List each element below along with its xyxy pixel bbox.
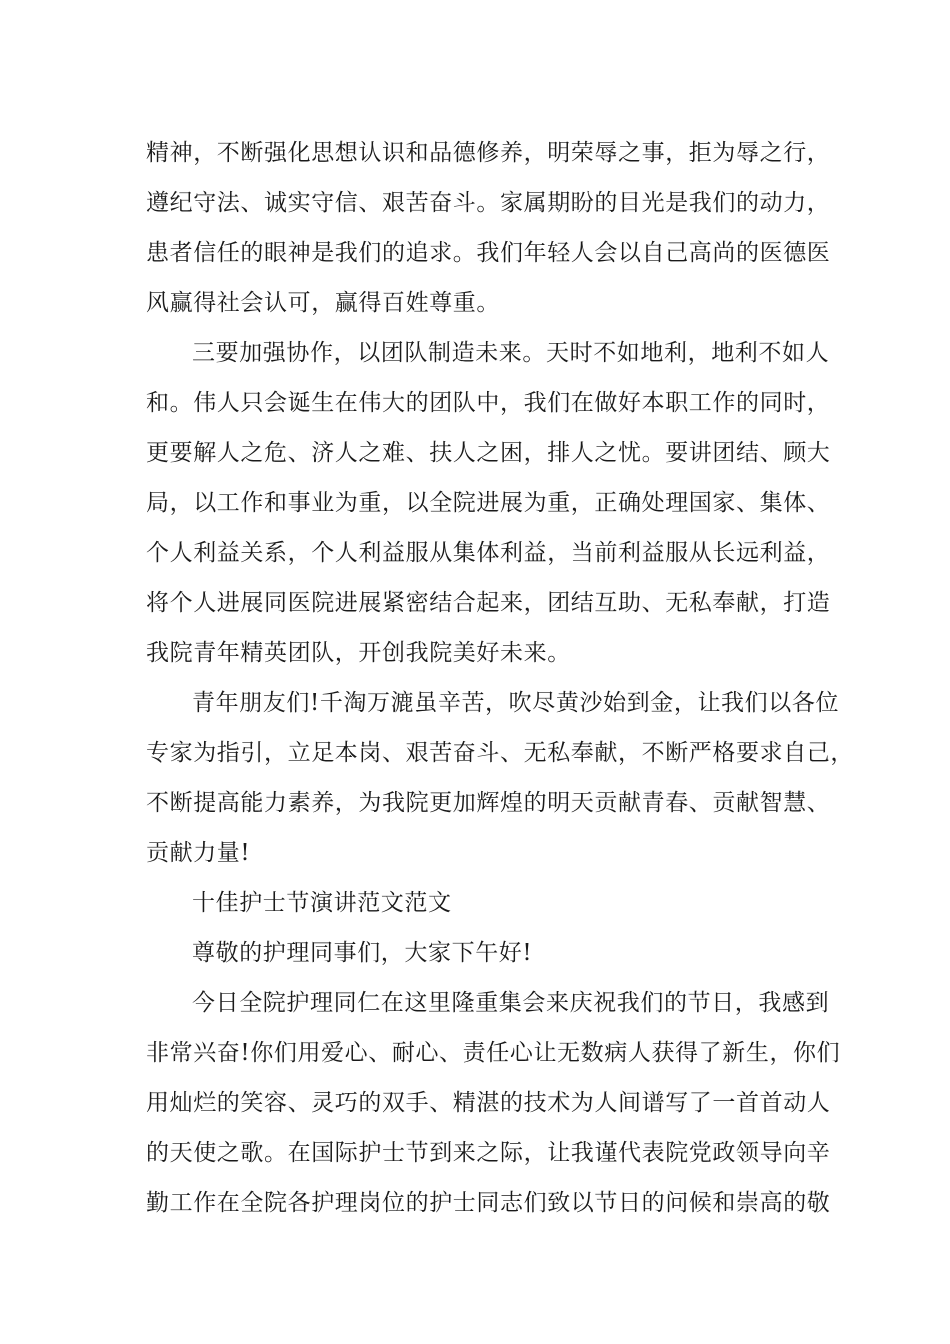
paragraph-start-line: 青年朋友们!千淘万漉虽辛苦，吹尽黄沙始到金，让我们以各位 xyxy=(192,690,840,716)
text-line: 不断提高能力素养，为我院更加辉煌的明天贡献青春、贡献智慧、 xyxy=(146,790,831,816)
text-line: 精神，不断强化思想认识和品德修养，明荣辱之事，拒为辱之行， xyxy=(146,140,831,166)
text-line: 局，以工作和事业为重，以全院进展为重，正确处理国家、集体、 xyxy=(146,490,831,516)
text-line: 用灿烂的笑容、灵巧的双手、精湛的技术为人间谱写了一首首动人 xyxy=(146,1090,831,1116)
text-line: 和。伟人只会诞生在伟大的团队中，我们在做好本职工作的同时， xyxy=(146,390,831,416)
text-line: 遵纪守法、诚实守信、艰苦奋斗。家属期盼的目光是我们的动力， xyxy=(146,190,831,216)
text-line: 个人利益关系，个人利益服从集体利益，当前利益服从长远利益， xyxy=(146,540,831,566)
text-line: 的天使之歌。在国际护士节到来之际，让我谨代表院党政领导向辛 xyxy=(146,1140,831,1166)
text-line: 风赢得社会认可，赢得百姓尊重。 xyxy=(146,290,500,316)
salutation-line: 尊敬的护理同事们，大家下午好! xyxy=(192,940,533,966)
text-line: 我院青年精英团队，开创我院美好未来。 xyxy=(146,640,571,666)
text-line: 患者信任的眼神是我们的追求。我们年轻人会以自己高尚的医德医 xyxy=(146,240,831,266)
section-heading: 十佳护士节演讲范文范文 xyxy=(192,890,452,916)
text-line: 将个人进展同医院进展紧密结合起来，团结互助、无私奉献，打造 xyxy=(146,590,831,616)
text-line: 贡献力量! xyxy=(146,840,251,866)
paragraph-start-line: 三要加强协作，以团队制造未来。天时不如地利，地利不如人 xyxy=(192,340,830,366)
text-line: 专家为指引，立足本岗、艰苦奋斗、无私奉献，不断严格要求自己， xyxy=(146,740,854,766)
paragraph-start-line: 今日全院护理同仁在这里隆重集会来庆祝我们的节日，我感到 xyxy=(192,990,830,1016)
text-line: 勤工作在全院各护理岗位的护士同志们致以节日的问候和崇高的敬 xyxy=(146,1190,831,1216)
text-line: 非常兴奋!你们用爱心、耐心、责任心让无数病人获得了新生，你们 xyxy=(146,1040,841,1066)
text-line: 更要解人之危、济人之难、扶人之困，排人之忧。要讲团结、顾大 xyxy=(146,440,831,466)
